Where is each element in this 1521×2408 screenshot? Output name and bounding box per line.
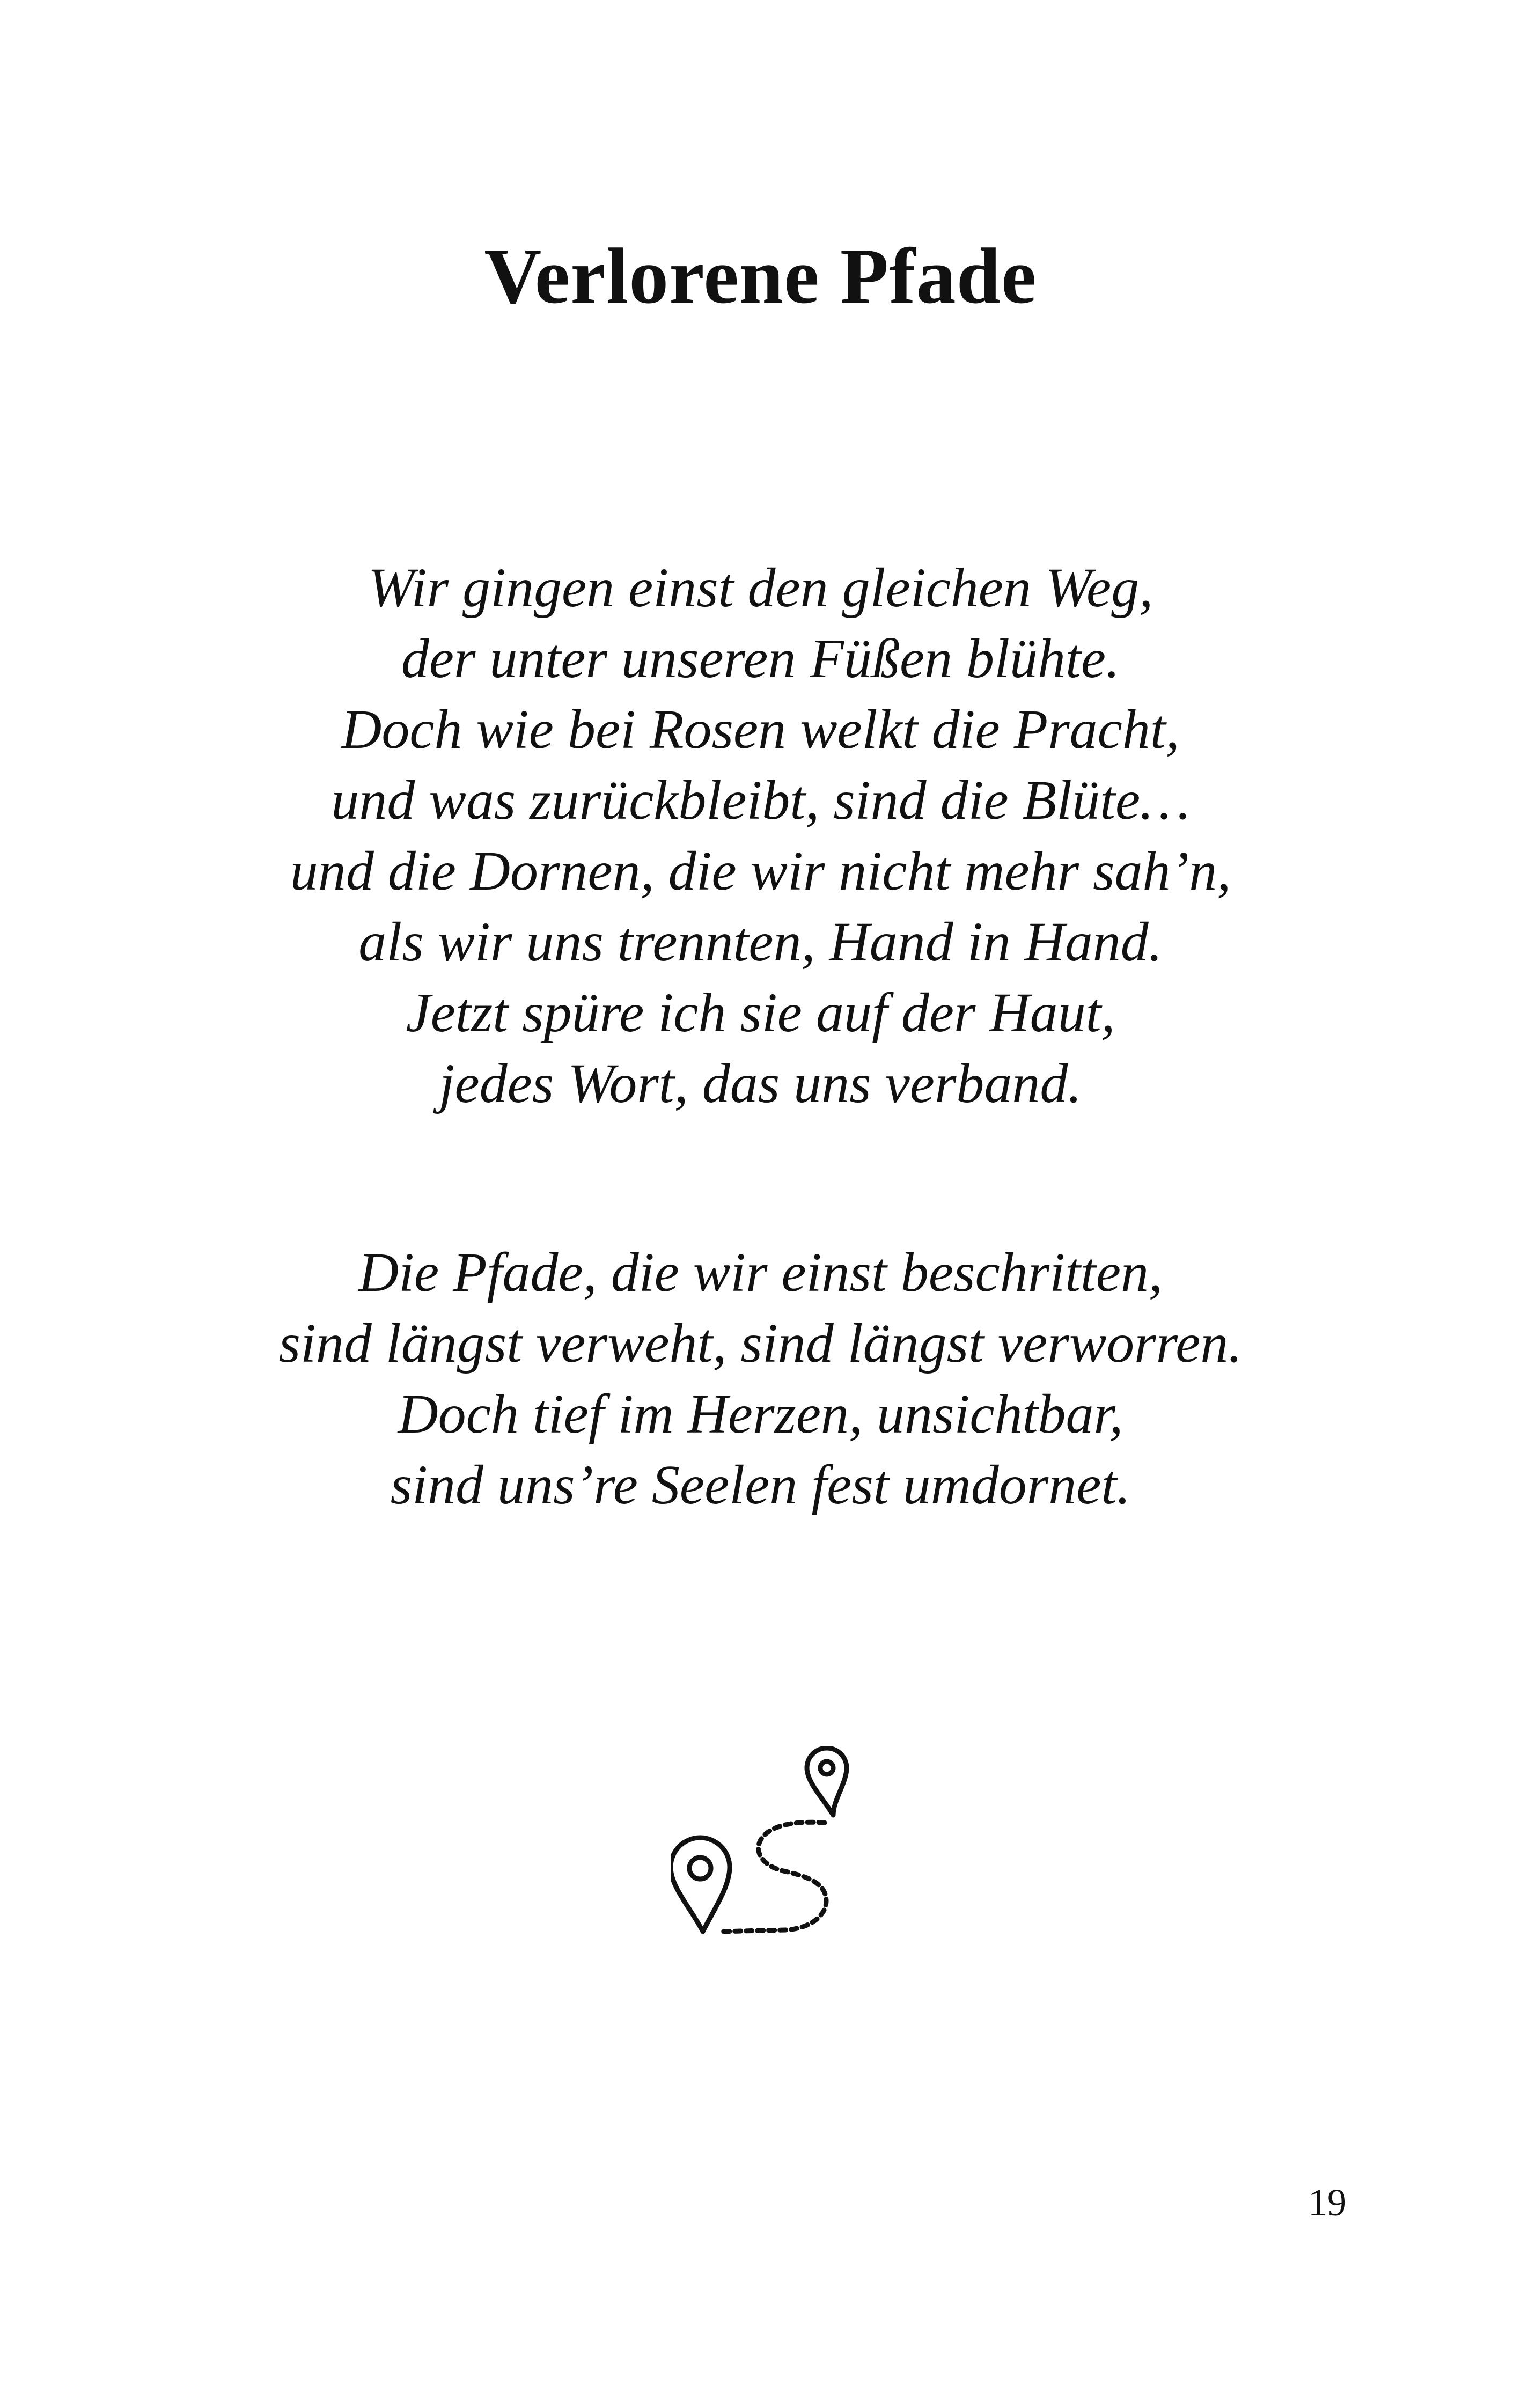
- lower-pin-dot-icon: [689, 1858, 711, 1879]
- poem-line: Die Pfade, die wir einst beschritten,: [358, 1242, 1163, 1303]
- poem-stanza-1: [0, 553, 1521, 1119]
- poem-stanza-2: [0, 1237, 1521, 1521]
- poem-line: und die Dornen, die wir nicht mehr sah’n,: [290, 840, 1231, 902]
- upper-pin-icon: [807, 1748, 847, 1815]
- upper-pin-dot-icon: [820, 1761, 833, 1774]
- poem-line: als wir uns trennten, Hand in Hand.: [358, 911, 1163, 973]
- poem-line: Doch wie bei Rosen welkt die Pracht,: [341, 699, 1180, 760]
- poem-line: Doch tief im Herzen, unsichtbar,: [398, 1383, 1123, 1445]
- poem-title: Verlorene Pfade: [484, 232, 1037, 320]
- poem-line: sind längst verweht, sind längst verworren.: [278, 1312, 1243, 1374]
- poem-line: Wir gingen einst den gleichen Weg,: [368, 557, 1153, 619]
- poem-line: jedes Wort, das uns verband.: [439, 1053, 1082, 1114]
- dashed-route-icon: [720, 1822, 826, 1932]
- poem-line: der unter unseren Füßen blühte.: [401, 628, 1120, 689]
- poem-line: Jetzt spüre ich sie auf der Haut,: [406, 982, 1115, 1044]
- page-number: 19: [1308, 2181, 1347, 2224]
- route-map-pins-icon: [671, 1746, 853, 1961]
- poem-line: und was zurückbleibt, sind die Blüte…: [331, 769, 1190, 831]
- poem-line: sind uns’re Seelen fest umdornet.: [390, 1454, 1131, 1516]
- lower-pin-icon: [671, 1838, 730, 1932]
